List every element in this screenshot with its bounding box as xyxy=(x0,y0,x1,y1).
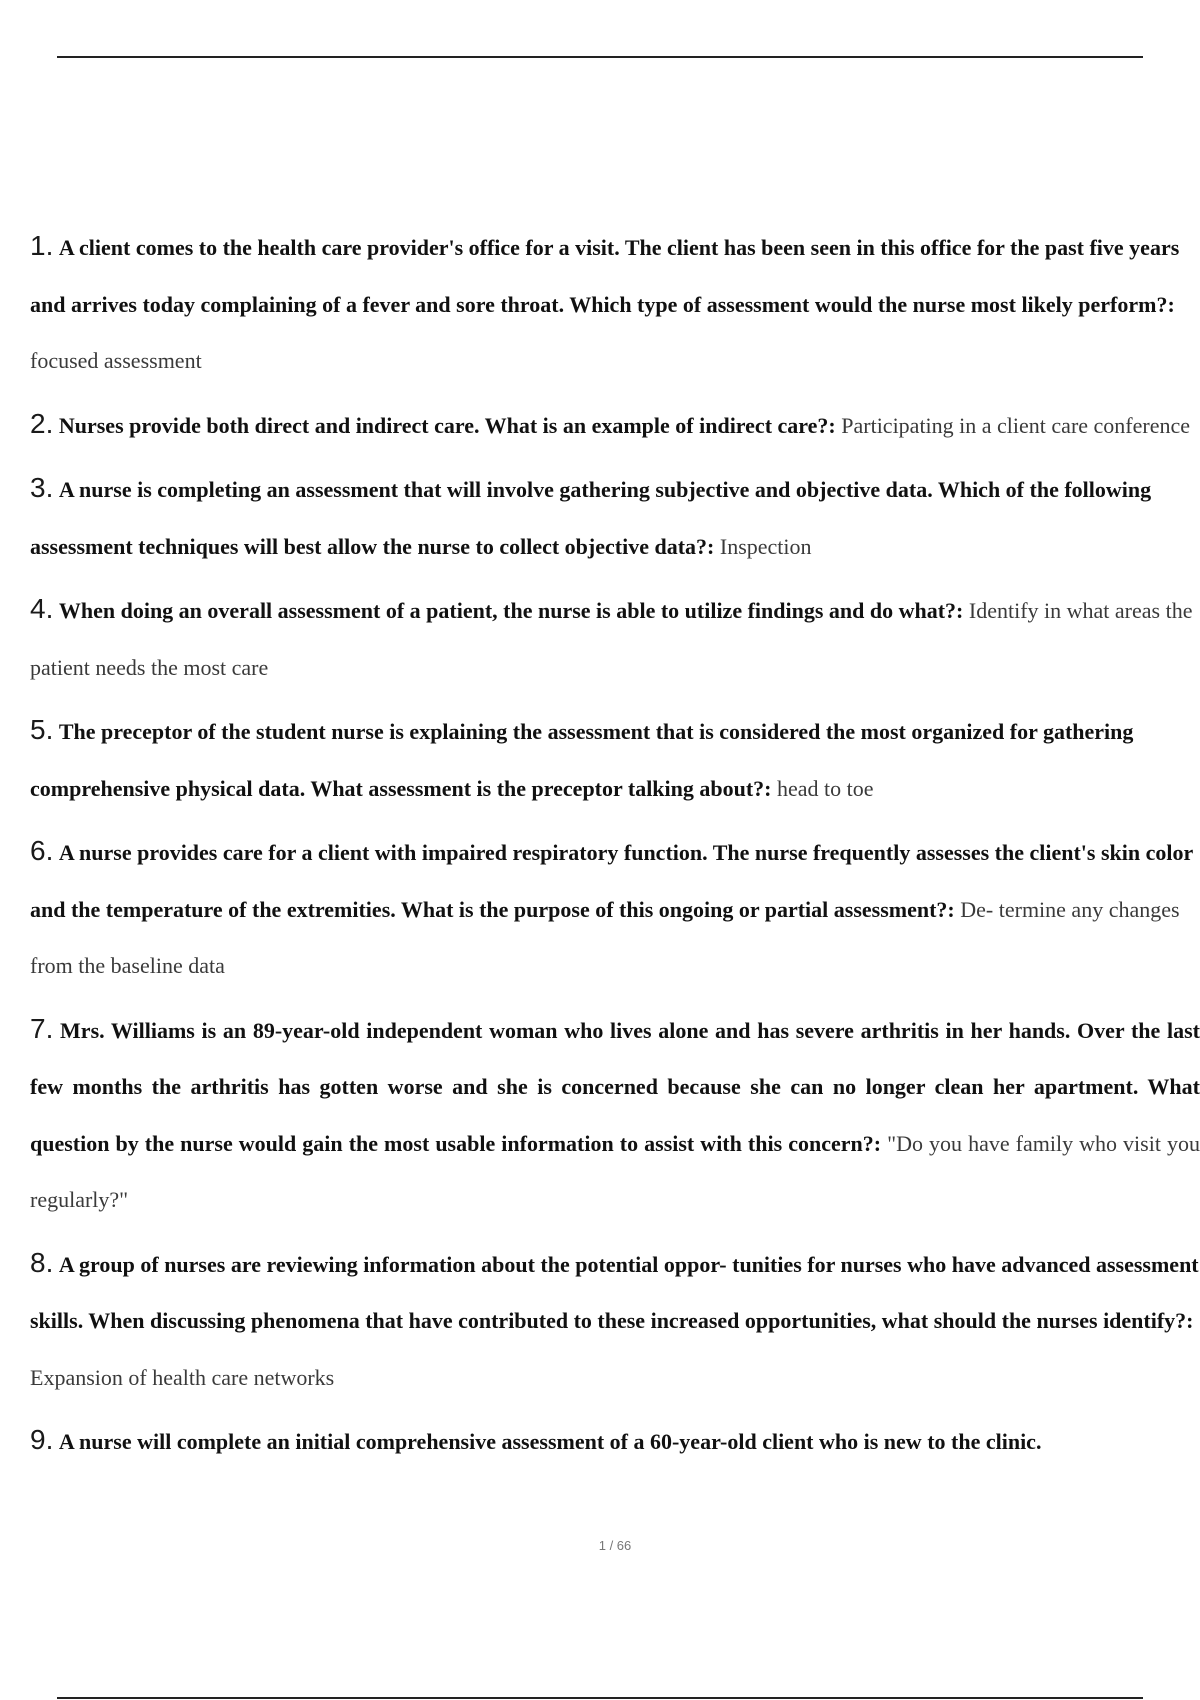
answer-text: Participating in a client care conference xyxy=(841,412,1191,438)
question-text: A nurse will complete an initial comprehensive assessment of a 60-year-old client who is new to the clinic. xyxy=(58,1429,1042,1454)
answer-text: De- termine any changes from the baseline data xyxy=(30,896,1180,978)
question-item-4 xyxy=(30,581,1200,696)
question-item-9 xyxy=(30,1412,1200,1471)
question-number: 8. xyxy=(30,1246,54,1278)
question-item-8 xyxy=(30,1235,1200,1407)
question-item-2 xyxy=(30,396,1200,455)
question-item-7 xyxy=(30,1001,1200,1229)
answer-text: focused assessment xyxy=(30,348,202,373)
question-number: 7. xyxy=(30,1012,54,1044)
question-number: 5. xyxy=(30,714,54,745)
page-indicator: 1 / 66 xyxy=(598,1538,632,1553)
question-number: 3. xyxy=(30,472,54,503)
answer-text: Expansion of health care networks xyxy=(30,1364,335,1390)
question-text: A client comes to the health care provider's office for a visit. The client has been seen in this office for the past five years and arrives today complaining of a fever and sore throat. Which type of assessment would the nurse most likely perform?: xyxy=(30,235,1180,317)
question-text: The preceptor of the student nurse is explaining the assessment that is considered the most organized for gathering comprehensive physical data. What assessment is the preceptor talking about?: xyxy=(30,719,1134,801)
question-item-1 xyxy=(30,218,1200,390)
question-text: When doing an overall assessment of a patient, the nurse is able to utilize findings and do what?: xyxy=(58,598,964,623)
question-item-3 xyxy=(30,460,1200,575)
footer-rule xyxy=(57,1697,1143,1699)
question-number: 4. xyxy=(30,593,54,624)
answer-text: "Do you have family who visit you regularly?" xyxy=(30,1130,1200,1212)
question-list xyxy=(30,218,1200,1477)
question-number: 9. xyxy=(30,1424,54,1455)
question-item-5 xyxy=(30,702,1200,817)
question-text: Nurses provide both direct and indirect care. What is an example of indirect care?: xyxy=(58,412,836,438)
answer-text: head to toe xyxy=(777,775,874,801)
question-item-6 xyxy=(30,823,1200,995)
question-text: A nurse is completing an assessment that will involve gathering subjective and objective data. Which of the following assessment techniques will best allow the nurse to collect objective data?: xyxy=(30,477,1152,559)
question-text: Mrs. Williams is an 89-year-old independent woman who lives alone and has severe arthritis in her hands. Over the last few months the arthritis has gotten worse and she is concerned because she can no longer clean her apartment. What question by the nurse would gain the most usable information to assist with this concern?: xyxy=(30,1017,1200,1156)
question-number: 2. xyxy=(30,407,54,439)
header-rule xyxy=(57,56,1143,58)
question-number: 1. xyxy=(30,230,54,261)
answer-text: Inspection xyxy=(719,533,812,559)
answer-text: Identify in what areas the patient needs the most care xyxy=(30,598,1193,680)
question-text: A nurse provides care for a client with impaired respiratory function. The nurse frequently assesses the client's skin color and the temperature of the extremities. What is the purpose of this ongoing or partial assessment?: xyxy=(30,840,1193,922)
question-text: A group of nurses are reviewing information about the potential oppor- tunities for nurses who have advanced assessment skills. When discussing phenomena that have contributed to these increased opportunities, what should the nurses identify?: xyxy=(30,1251,1199,1333)
question-number: 6. xyxy=(30,835,54,866)
